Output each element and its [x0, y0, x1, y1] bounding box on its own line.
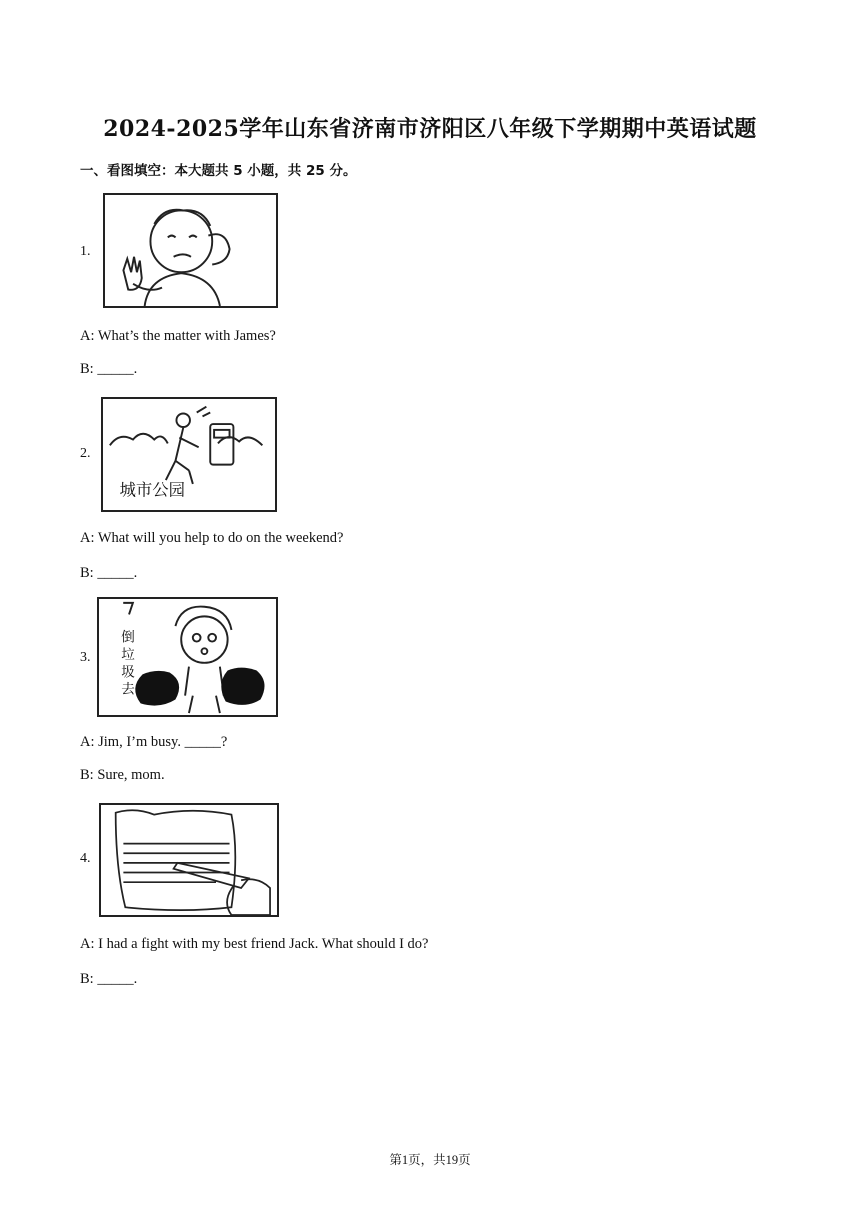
question-4-picture	[99, 803, 279, 917]
question-2-number: 2.	[80, 446, 91, 461]
question-2-line-a: A: What will you help to do on the weekend?	[80, 530, 344, 546]
question-1-picture	[103, 193, 278, 308]
question-2-caption: 城市公园	[119, 480, 186, 500]
section-heading: 一、看图填空：本大题共 5 小题，共 25 分。	[80, 163, 357, 179]
write-letter-illustration	[101, 805, 277, 915]
question-3-number: 3.	[80, 650, 91, 665]
question-3-caption: 倒垃圾去	[121, 629, 135, 698]
question-4-number: 4.	[80, 851, 91, 866]
take-out-trash-illustration	[99, 599, 276, 715]
question-2-picture	[101, 397, 277, 512]
question-3-picture	[97, 597, 278, 717]
question-3-line-b: B: Sure, mom.	[80, 767, 165, 783]
boy-toothache-illustration	[105, 195, 276, 306]
clean-up-park-illustration	[103, 399, 275, 510]
page-footer: 第1页，共19页	[389, 1153, 471, 1167]
question-1-line-b: B: _____.	[80, 361, 138, 377]
question-1-number: 1.	[80, 244, 91, 259]
question-4-line-a: A: I had a fight with my best friend Jack. What should I do?	[80, 936, 429, 952]
question-3-line-a: A: Jim, I’m busy. _____?	[80, 734, 228, 750]
question-2-line-b: B: _____.	[80, 565, 138, 581]
page-title: 2024-2025学年山东省济南市济阳区八年级下学期期中英语试题	[103, 116, 757, 142]
question-1-line-a: A: What’s the matter with James?	[80, 328, 276, 344]
question-4-line-b: B: _____.	[80, 971, 138, 987]
